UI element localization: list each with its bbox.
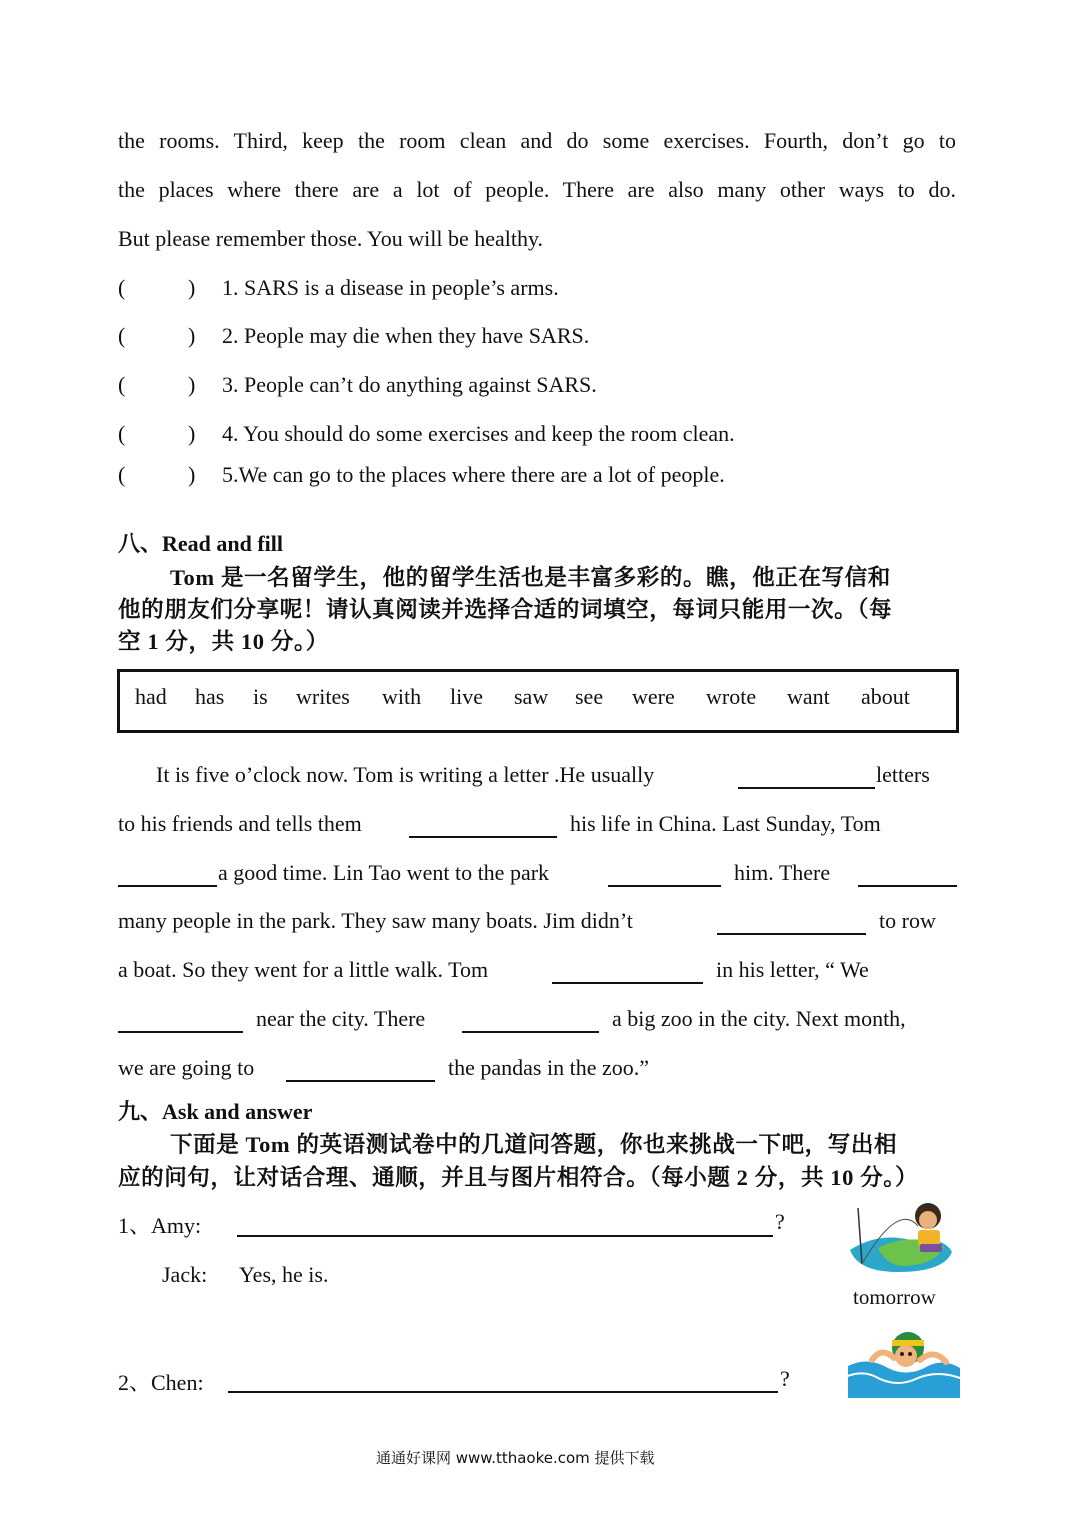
word-bank-item: about	[861, 684, 910, 709]
section8-title: 八、Read and fill	[118, 531, 284, 556]
cloze-text: a big zoo in the city. Next month,	[612, 1006, 906, 1031]
paren-open: (	[118, 462, 126, 487]
cloze-text: a good time. Lin Tao went to the park	[218, 860, 550, 885]
paren-open: (	[118, 275, 126, 300]
cloze-blank[interactable]	[118, 1031, 243, 1033]
cloze-text: the pandas in the zoo.”	[448, 1055, 649, 1080]
pic1-caption: tomorrow	[853, 1285, 936, 1309]
word-bank-item: has	[195, 684, 225, 709]
cloze-blank[interactable]	[409, 836, 557, 838]
paren-close: )	[188, 372, 196, 397]
cloze-text: letters	[876, 762, 930, 787]
word-bank-item: want	[787, 684, 830, 709]
word-bank-item: with	[382, 684, 422, 709]
word-bank-item: writes	[296, 684, 350, 709]
judgement-item-4: 4. You should do some exercises and keep the room clean.	[222, 421, 735, 446]
paren-open: (	[118, 421, 126, 446]
cloze-blank[interactable]	[858, 885, 957, 887]
swimming-boy-icon	[848, 1326, 960, 1398]
word-bank-item: had	[135, 684, 167, 709]
cloze-blank[interactable]	[462, 1031, 599, 1033]
word-bank-item: live	[450, 684, 483, 709]
cloze-text: to his friends and tells them	[118, 811, 362, 836]
word-bank-item: is	[253, 684, 268, 709]
q1-question-mark: ?	[775, 1209, 785, 1234]
passage-line-3: But please remember those. You will be healthy.	[118, 226, 544, 251]
section8-instruction-2: 他的朋友们分享呢！请认真阅读并选择合适的词填空，每词只能用一次。（每	[118, 597, 893, 622]
word-bank-item: see	[575, 684, 604, 709]
q1-answer-line[interactable]	[237, 1235, 773, 1237]
section9-title: 九、Ask and answer	[118, 1099, 313, 1124]
cloze-text: It is five o’clock now. Tom is writing a letter .He usually	[156, 762, 655, 787]
section8-instruction-1: Tom 是一名留学生，他的留学生活也是丰富多彩的。瞧，他正在写信和	[170, 565, 891, 590]
word-bank-item: saw	[514, 684, 549, 709]
passage-line-1: the rooms. Third, keep the room clean and do some exercises. Fourth, don’t go to	[118, 128, 956, 153]
q1-reply-name: Jack:	[162, 1262, 208, 1287]
cloze-text: in his letter, “ We	[716, 957, 869, 982]
cloze-text: many people in the park. They saw many boats. Jim didn’t	[118, 908, 633, 933]
cloze-text: a boat. So they went for a little walk. Tom	[118, 957, 489, 982]
cloze-text: him. There	[734, 860, 831, 885]
cloze-text: to row	[879, 908, 936, 933]
footer-text: 通通好课网 www.tthaoke.com 提供下载	[376, 1449, 655, 1467]
q1-reply: Yes, he is.	[239, 1262, 329, 1287]
paren-close: )	[188, 421, 196, 446]
cloze-blank[interactable]	[608, 885, 721, 887]
cloze-blank[interactable]	[118, 885, 217, 887]
paren-open: (	[118, 323, 126, 348]
q2-answer-line[interactable]	[228, 1391, 778, 1393]
paren-close: )	[188, 323, 196, 348]
word-bank-item: wrote	[706, 684, 757, 709]
section8-instruction-3: 空 1 分，共 10 分。）	[118, 629, 329, 654]
fishing-boy-icon	[848, 1192, 956, 1276]
judgement-item-1: 1. SARS is a disease in people’s arms.	[222, 275, 559, 300]
judgement-item-3: 3. People can’t do anything against SARS.	[222, 372, 597, 397]
q2-label: 2、Chen:	[118, 1370, 204, 1395]
section9-instruction-2: 应的问句，让对话合理、通顺，并且与图片相符合。（每小题 2 分，共 10 分。）	[118, 1165, 919, 1190]
judgement-item-2: 2. People may die when they have SARS.	[222, 323, 590, 348]
cloze-blank[interactable]	[717, 933, 866, 935]
cloze-blank[interactable]	[286, 1080, 435, 1082]
paren-open: (	[118, 372, 126, 397]
section9-instruction-1: 下面是 Tom 的英语测试卷中的几道问答题，你也来挑战一下吧，写出相	[170, 1132, 898, 1157]
paren-close: )	[188, 462, 196, 487]
cloze-text: his life in China. Last Sunday, Tom	[570, 811, 881, 836]
cloze-blank[interactable]	[738, 787, 875, 789]
q2-question-mark: ?	[780, 1366, 790, 1391]
word-bank-item: were	[632, 684, 675, 709]
cloze-text: near the city. There	[256, 1006, 426, 1031]
passage-line-2: the places where there are a lot of people. There are also many other ways to do.	[118, 177, 956, 202]
paren-close: )	[188, 275, 196, 300]
cloze-text: we are going to	[118, 1055, 255, 1080]
judgement-item-5: 5.We can go to the places where there are a lot of people.	[222, 462, 725, 487]
q1-label: 1、Amy:	[118, 1213, 202, 1238]
cloze-blank[interactable]	[552, 982, 703, 984]
